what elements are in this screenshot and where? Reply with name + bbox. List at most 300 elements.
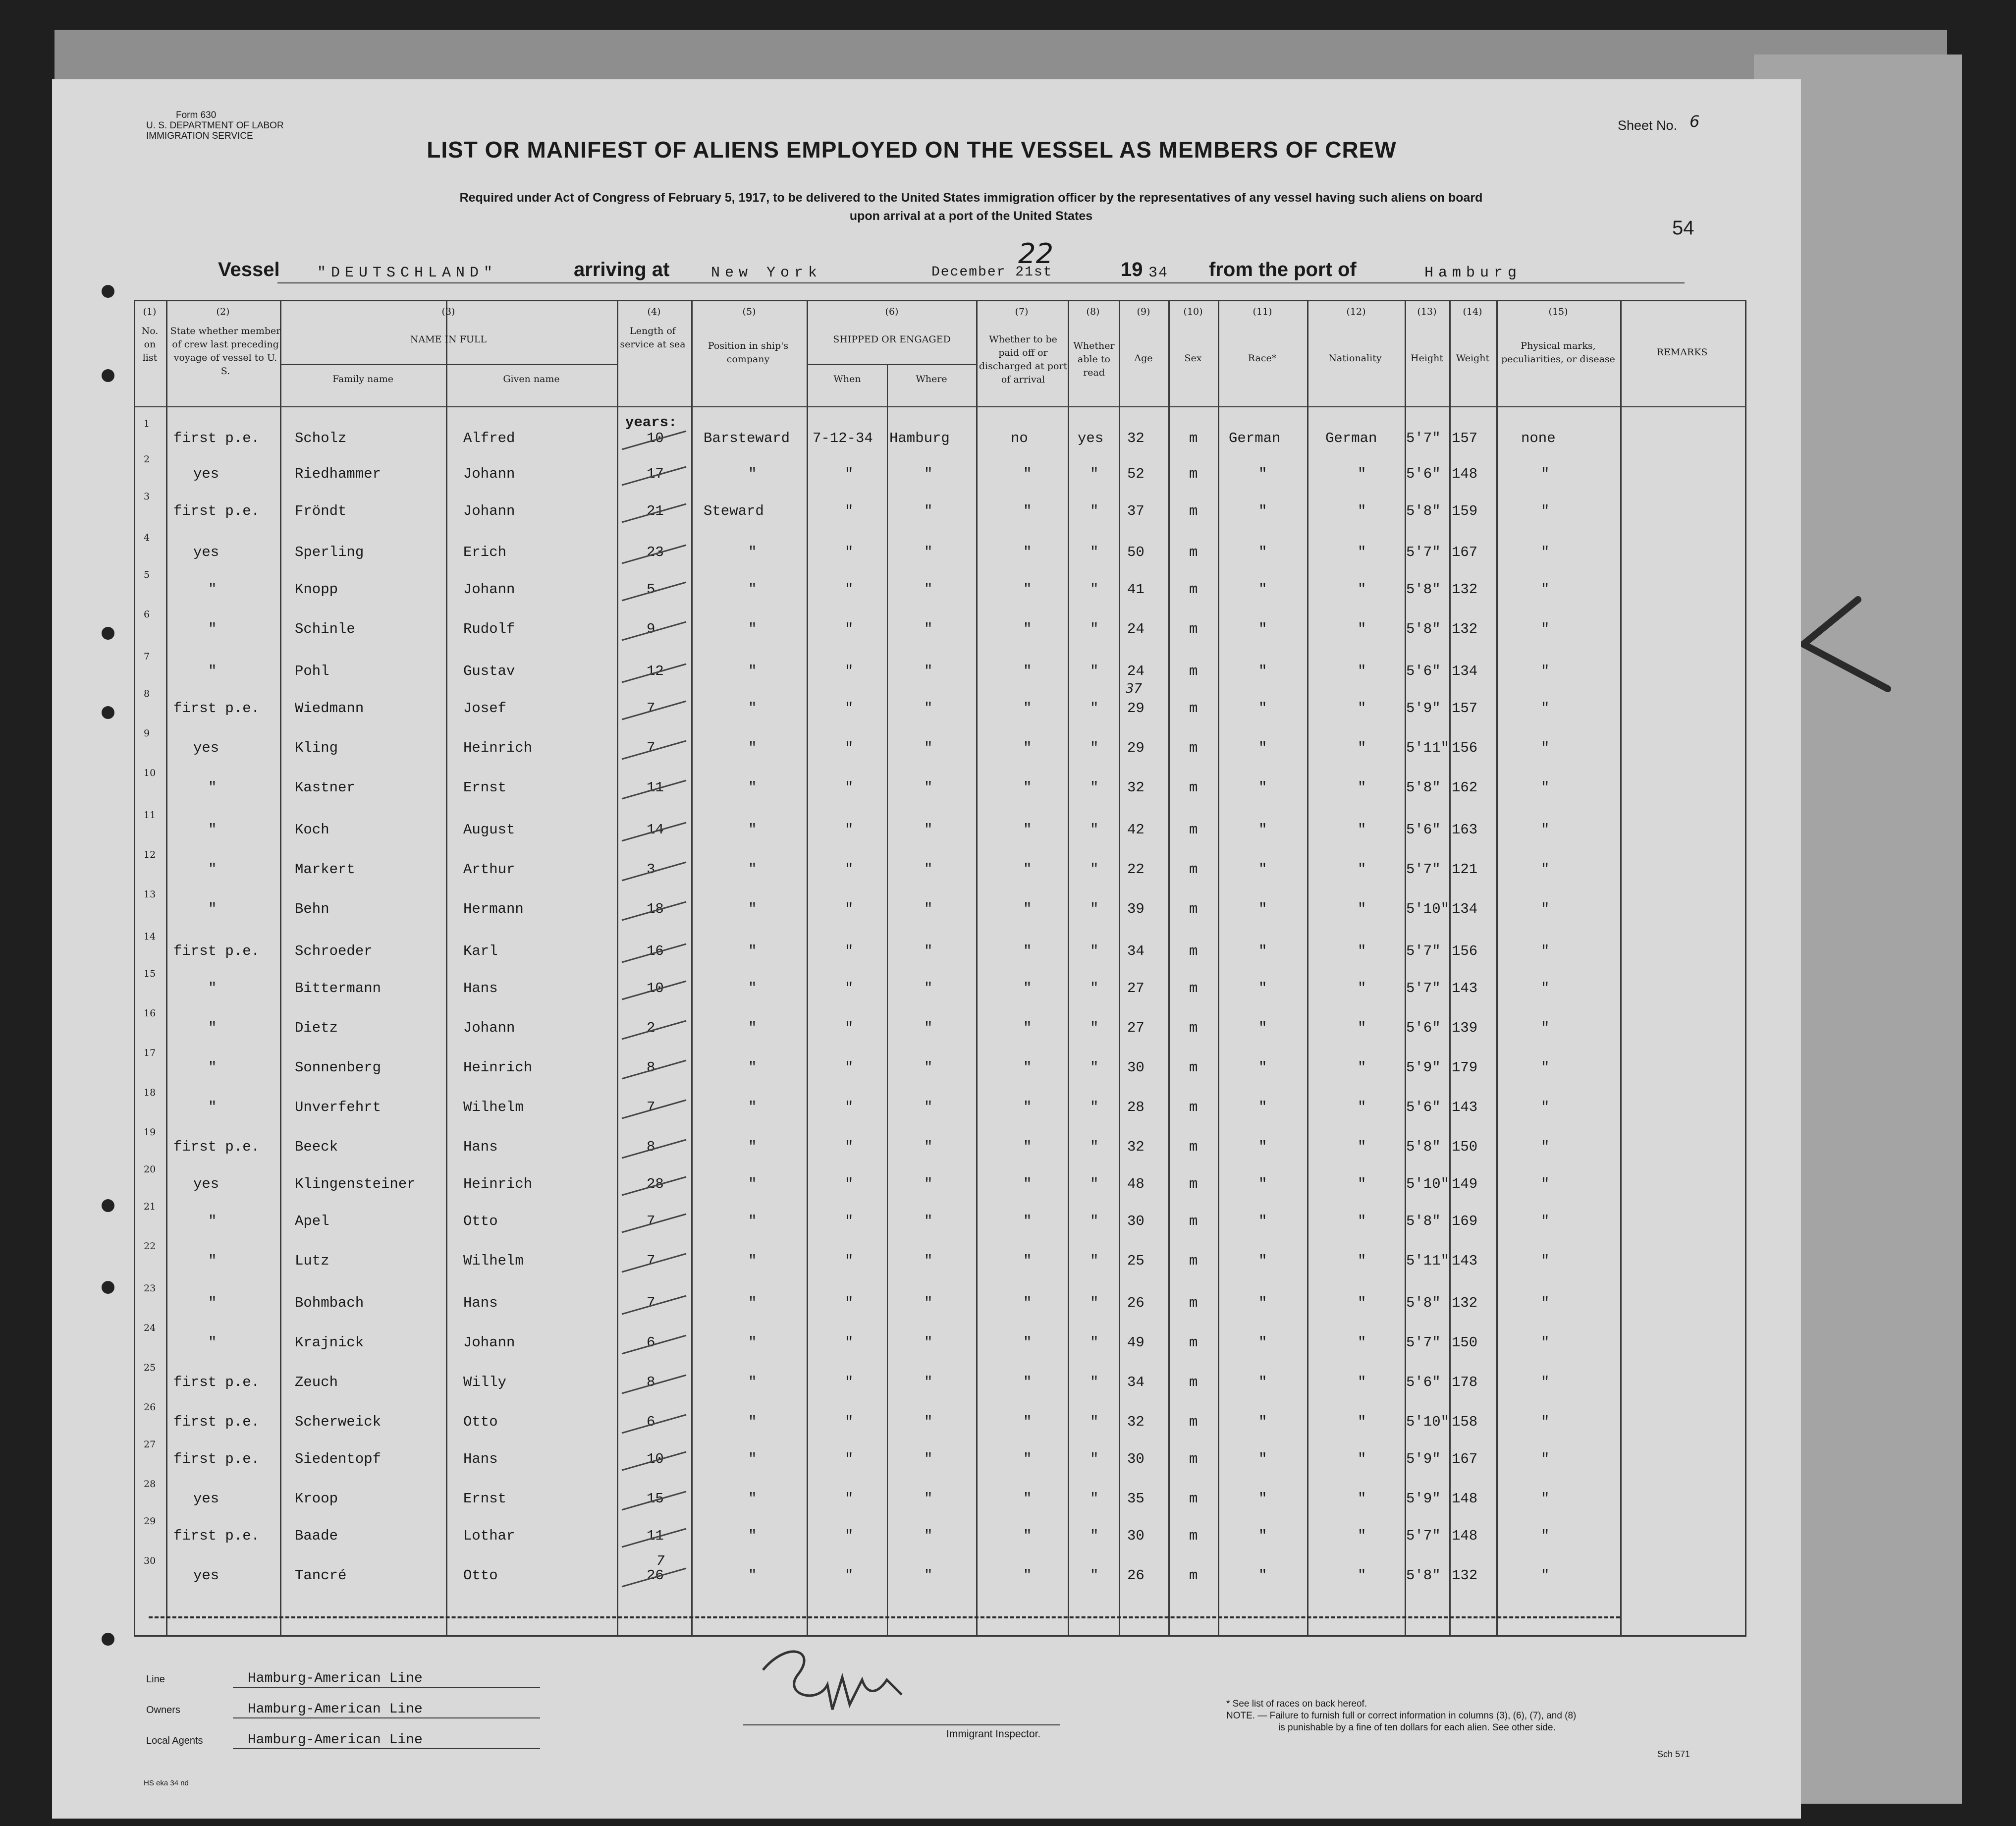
position: " xyxy=(748,1059,757,1076)
given-name: Hans xyxy=(463,980,498,996)
age-correction: 37 xyxy=(1126,681,1143,696)
row-number: 26 xyxy=(144,1402,156,1413)
shipped-when: " xyxy=(845,1253,854,1269)
family-name: Sonnenberg xyxy=(295,1059,381,1076)
height: 5'9" xyxy=(1406,1059,1441,1076)
shipped-when: " xyxy=(845,1567,854,1584)
race: " xyxy=(1258,581,1267,598)
sex: m xyxy=(1189,1334,1198,1351)
paid-off: " xyxy=(1023,980,1032,996)
weight: 149 xyxy=(1452,1176,1478,1192)
race: " xyxy=(1258,466,1267,482)
able-to-read: " xyxy=(1090,943,1099,959)
column-number: (6) xyxy=(885,306,899,317)
able-to-read: " xyxy=(1090,901,1099,917)
height: 5'9" xyxy=(1406,1491,1441,1507)
race: " xyxy=(1258,700,1267,717)
family-name: Kroop xyxy=(295,1491,338,1507)
height: 5'7" xyxy=(1406,1334,1441,1351)
schedule-number: Sch 571 xyxy=(1657,1749,1690,1759)
age: 27 xyxy=(1127,980,1144,996)
service-years: 7 xyxy=(647,1295,655,1311)
weight: 169 xyxy=(1452,1213,1478,1229)
pencil-tick-mark xyxy=(619,858,689,883)
column-number: (15) xyxy=(1548,306,1568,317)
age: 41 xyxy=(1127,581,1144,598)
shipped-when: " xyxy=(845,663,854,679)
physical-marks: " xyxy=(1541,1176,1550,1192)
end-of-list-line xyxy=(149,1616,1620,1618)
position: " xyxy=(748,822,757,838)
race: " xyxy=(1258,1528,1267,1544)
crew-status: " xyxy=(208,621,217,637)
service-years: 17 xyxy=(647,466,664,482)
given-name: Hermann xyxy=(463,901,524,917)
inspector-rule xyxy=(743,1724,1060,1725)
pencil-tick-mark xyxy=(619,1488,689,1512)
weight: 139 xyxy=(1452,1020,1478,1036)
physical-marks: " xyxy=(1541,544,1550,560)
given-name: Willy xyxy=(463,1374,507,1390)
pencil-tick-mark xyxy=(619,1292,689,1317)
race-note: * See list of races on back hereof. xyxy=(1226,1699,1367,1709)
crew-status: yes xyxy=(193,466,219,482)
physical-marks: " xyxy=(1541,779,1550,796)
height: 5'7" xyxy=(1406,1528,1441,1544)
service-years: 8 xyxy=(647,1059,655,1076)
family-name: Bohmbach xyxy=(295,1295,364,1311)
penalty-note-1: NOTE. — Failure to furnish full or correct information in columns (3), (6), (7), and (8) xyxy=(1226,1711,1577,1721)
paid-off: " xyxy=(1023,700,1032,717)
nationality: " xyxy=(1358,621,1366,637)
height: 5'9" xyxy=(1406,700,1441,717)
race: " xyxy=(1258,1451,1267,1467)
shipped-where: " xyxy=(924,1213,933,1229)
nationality: " xyxy=(1358,1020,1366,1036)
sex: m xyxy=(1189,430,1198,446)
height: 5'7" xyxy=(1406,943,1441,959)
paid-off: " xyxy=(1023,779,1032,796)
physical-marks: " xyxy=(1541,1374,1550,1390)
crew-status: " xyxy=(208,663,217,679)
subtitle-line-2: upon arrival at a port of the United States xyxy=(849,209,1093,223)
column-number: (5) xyxy=(742,306,756,317)
race: " xyxy=(1258,1567,1267,1584)
given-name: Heinrich xyxy=(463,740,533,756)
physical-marks: " xyxy=(1541,861,1550,878)
able-to-read: " xyxy=(1090,503,1099,519)
height: 5'7" xyxy=(1406,544,1441,560)
shipped-when: " xyxy=(845,1059,854,1076)
position: " xyxy=(748,1491,757,1507)
crew-status: first p.e. xyxy=(173,943,260,959)
vessel-name: "DEUTSCHLAND" xyxy=(317,265,498,281)
grid-column-line xyxy=(1496,300,1498,1635)
shipped-where: " xyxy=(924,943,933,959)
weight: 121 xyxy=(1452,861,1478,878)
row-number: 8 xyxy=(144,688,150,699)
column-number: (9) xyxy=(1137,306,1150,317)
shipped-where: " xyxy=(924,1253,933,1269)
able-to-read: " xyxy=(1090,1020,1099,1036)
shipped-when: " xyxy=(845,1451,854,1467)
race: " xyxy=(1258,861,1267,878)
shipped-where: " xyxy=(924,1414,933,1430)
race: " xyxy=(1258,1414,1267,1430)
able-to-read: " xyxy=(1090,1295,1099,1311)
age: 49 xyxy=(1127,1334,1144,1351)
age: 39 xyxy=(1127,901,1144,917)
subtitle-line-1: Required under Act of Congress of February 5, 1917, to be delivered to the United States immigration officer by the representatives of any vessel having such aliens on board xyxy=(459,191,1483,205)
pencil-tick-mark xyxy=(619,819,689,843)
weight: 178 xyxy=(1452,1374,1478,1390)
position: " xyxy=(748,740,757,756)
header-sex: Sex xyxy=(1184,353,1202,364)
height: 5'6" xyxy=(1406,1020,1441,1036)
vessel-line-rule xyxy=(277,282,1685,283)
sex: m xyxy=(1189,581,1198,598)
paid-off: " xyxy=(1023,1374,1032,1390)
shipped-where: " xyxy=(924,544,933,560)
grid-column-line xyxy=(1068,300,1069,1635)
paid-off: " xyxy=(1023,621,1032,637)
shipped-where: " xyxy=(924,700,933,717)
given-name: Josef xyxy=(463,700,507,717)
paid-off: " xyxy=(1023,1176,1032,1192)
pencil-tick-mark xyxy=(619,1056,689,1081)
header-able-to-read: Whether able to read xyxy=(1073,340,1115,378)
nationality: " xyxy=(1358,901,1366,917)
sex: m xyxy=(1189,1491,1198,1507)
nationality: " xyxy=(1358,1567,1366,1584)
service-years: 6 xyxy=(647,1334,655,1351)
given-name: Hans xyxy=(463,1451,498,1467)
crew-status: " xyxy=(208,581,217,598)
row-number: 7 xyxy=(144,651,150,662)
shipped-when: " xyxy=(845,503,854,519)
crew-status: yes xyxy=(193,740,219,756)
sex: m xyxy=(1189,663,1198,679)
pencil-tick-mark xyxy=(619,618,689,643)
race: " xyxy=(1258,663,1267,679)
able-to-read: " xyxy=(1090,822,1099,838)
able-to-read: " xyxy=(1090,980,1099,996)
crew-status: yes xyxy=(193,1567,219,1584)
family-name: Siedentopf xyxy=(295,1451,381,1467)
print-code: HS eka 34 nd xyxy=(144,1779,189,1787)
family-name: Scholz xyxy=(295,430,347,446)
pencil-tick-mark xyxy=(619,1564,689,1589)
age: 30 xyxy=(1127,1213,1144,1229)
weight: 132 xyxy=(1452,621,1478,637)
nationality: " xyxy=(1358,1528,1366,1544)
punch-hole xyxy=(102,627,114,640)
sheet-number: 6 xyxy=(1689,112,1700,131)
shipped-where: Hamburg xyxy=(889,430,950,446)
height: 5'7" xyxy=(1406,861,1441,878)
paid-off: " xyxy=(1023,861,1032,878)
header-physical-marks: Physical marks, peculiarities, or disease xyxy=(1501,340,1615,365)
physical-marks: " xyxy=(1541,621,1550,637)
service-years: 18 xyxy=(647,901,664,917)
row-number: 6 xyxy=(144,609,150,620)
shipped-when: " xyxy=(845,861,854,878)
shipped-when: " xyxy=(845,466,854,482)
pencil-tick-mark xyxy=(619,697,689,722)
service-years: 7 xyxy=(647,1099,655,1115)
nationality: " xyxy=(1358,1491,1366,1507)
footer-rule xyxy=(233,1748,540,1749)
footer-line-value: Hamburg-American Line xyxy=(248,1671,423,1686)
physical-marks: " xyxy=(1541,1139,1550,1155)
height: 5'10" xyxy=(1406,901,1450,917)
pencil-tick-mark xyxy=(619,578,689,603)
shipped-where: " xyxy=(924,822,933,838)
able-to-read: " xyxy=(1090,1414,1099,1430)
position: " xyxy=(748,1528,757,1544)
form-number: Form 630 xyxy=(176,110,217,120)
row-number: 23 xyxy=(144,1283,156,1294)
row-number: 10 xyxy=(144,768,156,778)
sex: m xyxy=(1189,700,1198,717)
row-number: 27 xyxy=(144,1439,156,1450)
inspector-label: Immigrant Inspector. xyxy=(946,1728,1041,1740)
crew-status: yes xyxy=(193,1491,219,1507)
shipped-when: " xyxy=(845,943,854,959)
pencil-tick-mark xyxy=(619,940,689,965)
given-name: Johann xyxy=(463,1020,515,1036)
shipped-when: " xyxy=(845,1099,854,1115)
sex: m xyxy=(1189,901,1198,917)
shipped-where: " xyxy=(924,1567,933,1584)
row-number: 9 xyxy=(144,728,150,739)
shipped-when: " xyxy=(845,822,854,838)
given-name: August xyxy=(463,822,515,838)
age: 24 xyxy=(1127,663,1144,679)
sex: m xyxy=(1189,544,1198,560)
paid-off: " xyxy=(1023,581,1032,598)
age: 26 xyxy=(1127,1567,1144,1584)
header-position: Position in ship's company xyxy=(708,340,789,365)
grid-column-line xyxy=(1449,300,1451,1635)
service-years: 10 xyxy=(647,980,664,996)
position: " xyxy=(748,1020,757,1036)
family-name: Knopp xyxy=(295,581,338,598)
able-to-read: " xyxy=(1090,621,1099,637)
header-paid-off: Whether to be paid off or discharged at port of arrival xyxy=(979,334,1068,385)
height: 5'6" xyxy=(1406,663,1441,679)
grid-column-line xyxy=(1745,300,1746,1635)
race: " xyxy=(1258,1295,1267,1311)
paid-off: " xyxy=(1023,1213,1032,1229)
position: " xyxy=(748,1374,757,1390)
able-to-read: " xyxy=(1090,544,1099,560)
age: 27 xyxy=(1127,1020,1144,1036)
paid-off: " xyxy=(1023,1099,1032,1115)
pencil-tick-mark xyxy=(619,1136,689,1161)
nationality: " xyxy=(1358,1414,1366,1430)
weight: 159 xyxy=(1452,503,1478,519)
crew-status: " xyxy=(208,1295,217,1311)
shipped-when: " xyxy=(845,1528,854,1544)
nationality: " xyxy=(1358,503,1366,519)
able-to-read: " xyxy=(1090,1374,1099,1390)
position: " xyxy=(748,1334,757,1351)
pencil-tick-mark xyxy=(619,1411,689,1436)
weight: 167 xyxy=(1452,1451,1478,1467)
family-name: Schinle xyxy=(295,621,355,637)
age: 32 xyxy=(1127,430,1144,446)
service-years: 6 xyxy=(647,1414,655,1430)
family-name: Kling xyxy=(295,740,338,756)
position: " xyxy=(748,943,757,959)
physical-marks: " xyxy=(1541,1059,1550,1076)
family-name: Dietz xyxy=(295,1020,338,1036)
nationality: " xyxy=(1358,1451,1366,1467)
arriving-label: arriving at xyxy=(574,259,670,280)
shipped-where: " xyxy=(924,581,933,598)
sex: m xyxy=(1189,779,1198,796)
age: 32 xyxy=(1127,1139,1144,1155)
able-to-read: " xyxy=(1090,1451,1099,1467)
position: " xyxy=(748,544,757,560)
given-name: Johann xyxy=(463,581,515,598)
pencil-tick-mark xyxy=(619,427,689,452)
able-to-read: " xyxy=(1090,700,1099,717)
race: " xyxy=(1258,901,1267,917)
year-suffix: 34 xyxy=(1148,265,1169,281)
race: German xyxy=(1229,430,1281,446)
inspector-signature xyxy=(743,1630,922,1729)
pencil-tick-mark xyxy=(619,1331,689,1356)
footer-notes xyxy=(1226,1698,1576,1734)
family-name: Beeck xyxy=(295,1139,338,1155)
crew-status: " xyxy=(208,861,217,878)
position: " xyxy=(748,1176,757,1192)
weight: 132 xyxy=(1452,1295,1478,1311)
age: 52 xyxy=(1127,466,1144,482)
row-number: 16 xyxy=(144,1008,156,1019)
punch-hole xyxy=(102,1199,114,1212)
sex: m xyxy=(1189,861,1198,878)
nationality: " xyxy=(1358,980,1366,996)
height: 5'8" xyxy=(1406,1567,1441,1584)
family-name: Klingensteiner xyxy=(295,1176,416,1192)
paid-off: " xyxy=(1023,1334,1032,1351)
nationality: " xyxy=(1358,1099,1366,1115)
service-years: 23 xyxy=(647,544,664,560)
row-number: 13 xyxy=(144,889,156,900)
age: 29 xyxy=(1127,740,1144,756)
nationality: " xyxy=(1358,779,1366,796)
sex: m xyxy=(1189,466,1198,482)
paid-off: " xyxy=(1023,544,1032,560)
race: " xyxy=(1258,1213,1267,1229)
shipped-when: " xyxy=(845,544,854,560)
weight: 134 xyxy=(1452,663,1478,679)
physical-marks: " xyxy=(1541,822,1550,838)
grid-column-line xyxy=(1620,300,1622,1635)
shipped-where: " xyxy=(924,503,933,519)
sex: m xyxy=(1189,1139,1198,1155)
age: 22 xyxy=(1127,861,1144,878)
sex: m xyxy=(1189,740,1198,756)
position: " xyxy=(748,621,757,637)
position: " xyxy=(748,581,757,598)
service-years: 5 xyxy=(647,581,655,598)
year-prefix: 19 xyxy=(1121,259,1143,280)
height: 5'7" xyxy=(1406,430,1441,446)
service-correction: 7 xyxy=(656,1553,665,1568)
physical-marks: " xyxy=(1541,1414,1550,1430)
able-to-read: " xyxy=(1090,1334,1099,1351)
age: 30 xyxy=(1127,1528,1144,1544)
family-name: Zeuch xyxy=(295,1374,338,1390)
paid-off: " xyxy=(1023,1528,1032,1544)
crew-status: first p.e. xyxy=(173,1139,260,1155)
position: " xyxy=(748,663,757,679)
nationality: " xyxy=(1358,1059,1366,1076)
shipped-where: " xyxy=(924,1176,933,1192)
column-number: (7) xyxy=(1015,306,1029,317)
given-name: Lothar xyxy=(463,1528,515,1544)
position: Barsteward xyxy=(704,430,790,446)
nationality: " xyxy=(1358,1334,1366,1351)
height: 5'8" xyxy=(1406,1139,1441,1155)
crew-status: first p.e. xyxy=(173,1414,260,1430)
crew-status: " xyxy=(208,901,217,917)
paid-off: " xyxy=(1023,943,1032,959)
column-number: (4) xyxy=(647,306,661,317)
grid-column-line xyxy=(807,300,808,1635)
height: 5'8" xyxy=(1406,621,1441,637)
nationality: " xyxy=(1358,1253,1366,1269)
crew-status: " xyxy=(208,1020,217,1036)
weight: 157 xyxy=(1452,430,1478,446)
shipped-when: " xyxy=(845,1334,854,1351)
pencil-tick-mark xyxy=(619,1210,689,1235)
physical-marks: " xyxy=(1541,503,1550,519)
header-shipped-or-engaged: SHIPPED OR ENGAGED xyxy=(833,334,951,345)
row-number: 25 xyxy=(144,1362,156,1373)
weight: 143 xyxy=(1452,1253,1478,1269)
crew-status: first p.e. xyxy=(173,503,260,519)
race: " xyxy=(1258,1491,1267,1507)
from-port-label: from the port of xyxy=(1209,259,1357,280)
physical-marks: " xyxy=(1541,980,1550,996)
paid-off: " xyxy=(1023,1491,1032,1507)
physical-marks: " xyxy=(1541,1334,1550,1351)
shipped-when: " xyxy=(845,621,854,637)
given-name: Gustav xyxy=(463,663,515,679)
race: " xyxy=(1258,1374,1267,1390)
able-to-read: " xyxy=(1090,1099,1099,1115)
row-number: 24 xyxy=(144,1323,156,1333)
pencil-tick-mark xyxy=(619,737,689,762)
shipped-when: " xyxy=(845,1491,854,1507)
age: 28 xyxy=(1127,1099,1144,1115)
race: " xyxy=(1258,740,1267,756)
able-to-read: " xyxy=(1090,1528,1099,1544)
given-name: Alfred xyxy=(463,430,515,446)
physical-marks: " xyxy=(1541,901,1550,917)
paid-off: " xyxy=(1023,1059,1032,1076)
weight: 179 xyxy=(1452,1059,1478,1076)
row-number: 17 xyxy=(144,1048,156,1058)
height: 5'6" xyxy=(1406,1374,1441,1390)
grid-column-line xyxy=(976,300,978,1635)
nationality: " xyxy=(1358,1139,1366,1155)
